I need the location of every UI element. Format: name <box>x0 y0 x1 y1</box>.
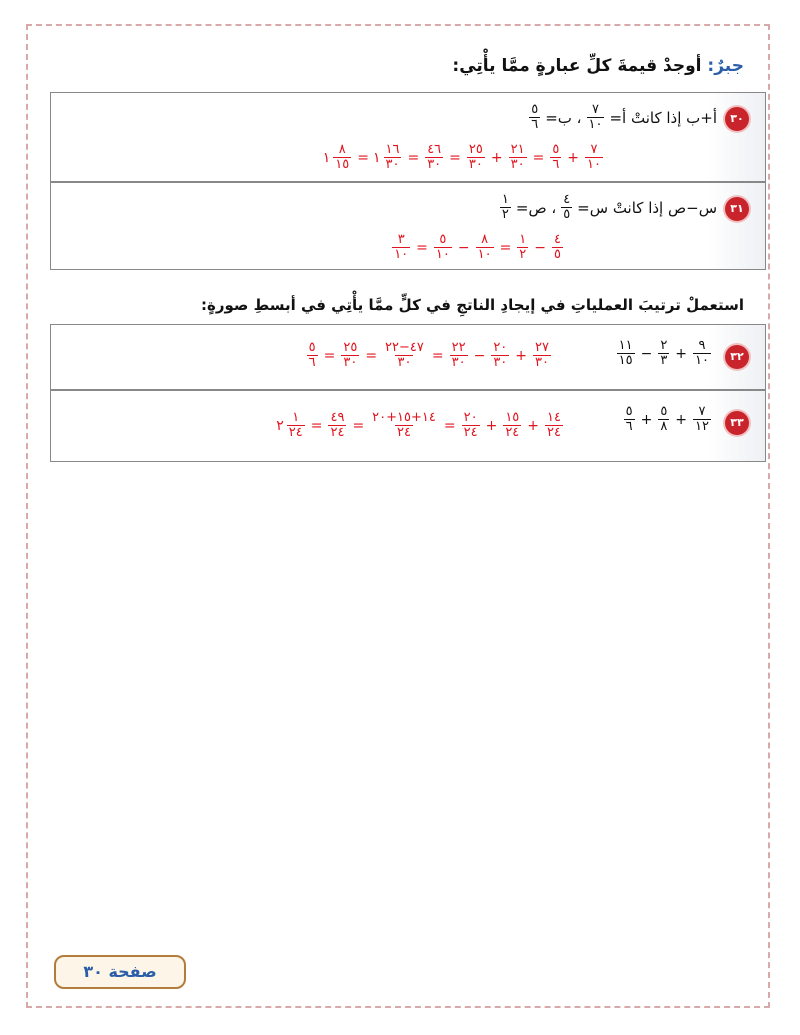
fraction <box>545 411 563 440</box>
question-32-expression <box>615 339 713 368</box>
numerator: ٢٥ <box>343 340 358 355</box>
numerator: ٢٠ <box>463 410 478 425</box>
question-33-answer <box>276 411 565 440</box>
numerator: ٢١ <box>510 142 525 157</box>
operator: = <box>449 149 461 166</box>
denominator: ١٠ <box>695 353 709 368</box>
fraction <box>491 341 509 370</box>
operator: + <box>640 411 653 428</box>
operator: + <box>485 417 498 434</box>
denominator: ٢٤ <box>505 425 520 440</box>
question-30-box <box>50 92 766 182</box>
fraction <box>328 411 346 440</box>
operator: = <box>323 347 336 364</box>
operator: = <box>407 149 420 166</box>
mixed-number <box>323 143 354 172</box>
fraction: $\frac{٧}{١٠}$ <box>588 102 603 132</box>
numerator: ٤٧−٢٢ <box>385 340 424 355</box>
numerator: ٨ <box>481 232 489 247</box>
operator: − <box>534 239 547 256</box>
denominator: ٦ <box>308 355 316 370</box>
numerator: ٥ <box>439 232 447 247</box>
operator: + <box>567 149 580 166</box>
fraction <box>462 411 480 440</box>
denominator: ٣٠ <box>397 355 412 370</box>
fraction <box>476 233 494 262</box>
numerator: ٢ <box>660 338 668 353</box>
denominator: ٣٠ <box>385 157 400 172</box>
denominator: ٦ <box>552 157 560 172</box>
numerator: ١ <box>292 410 300 425</box>
question-31-answer <box>390 233 565 262</box>
denominator: ١٥ <box>335 157 350 172</box>
question-32-box <box>50 324 766 390</box>
numerator: ٥ <box>552 142 560 157</box>
operator: + <box>675 411 688 428</box>
fraction: $\frac{٥}{٦}$ <box>531 102 539 132</box>
operator: + <box>490 149 503 166</box>
numerator: ١٥ <box>505 410 520 425</box>
question-31-mid: ، ص= <box>515 198 557 217</box>
fraction <box>517 233 528 262</box>
fraction <box>693 405 711 434</box>
operator: − <box>457 239 470 256</box>
operator: + <box>527 417 540 434</box>
denominator: ٣٠ <box>510 157 525 172</box>
numerator: ٤٩ <box>330 410 345 425</box>
question-31-prompt <box>498 193 717 222</box>
numerator: ٢٠ <box>493 340 508 355</box>
denominator: ٣٠ <box>427 157 442 172</box>
numerator: ٧ <box>590 142 598 157</box>
numerator: ١٤+١٥+٢٠ <box>372 410 436 425</box>
fraction <box>307 341 318 370</box>
numerator: ٢٧ <box>535 340 549 355</box>
numerator: ١٤ <box>547 410 561 425</box>
operator: + <box>675 345 688 362</box>
operator: = <box>499 239 512 256</box>
fraction <box>658 405 669 434</box>
numerator: ٣ <box>397 232 405 247</box>
numerator: ٧ <box>698 404 706 419</box>
mixed-number <box>276 411 307 440</box>
denominator: ١٠ <box>435 247 450 262</box>
fraction <box>550 143 561 172</box>
operator: = <box>532 149 545 166</box>
fraction <box>658 339 669 368</box>
fraction <box>383 341 426 370</box>
section-heading-algebra <box>452 56 744 76</box>
question-33-expression <box>622 405 713 434</box>
denominator: ١٥ <box>618 353 633 368</box>
denominator: ٣ <box>660 353 668 368</box>
denominator: ٣٠ <box>468 157 483 172</box>
numerator: ٢٥ <box>468 142 483 157</box>
fraction <box>585 143 603 172</box>
fraction <box>467 143 485 172</box>
algebra-instruction: أوجدْ قيمةَ كلِّ عبارةٍ ممَّا يأْتِي: <box>452 56 702 76</box>
fraction <box>333 143 351 172</box>
numerator: ١١ <box>618 338 633 353</box>
numerator: ٥ <box>660 404 668 419</box>
denominator: ٢٤ <box>397 425 412 440</box>
numerator: ٨ <box>338 142 346 157</box>
operator: = <box>310 417 323 434</box>
fraction <box>287 411 305 440</box>
denominator: ١٠ <box>394 247 409 262</box>
section-heading-order-of-operations: استعملْ ترتيبَ العملياتِ في إيجادِ الناتجِ في كلٍّ ممَّا يأْتِي في أبسطِ صورةٍ: <box>201 296 744 314</box>
numerator: ٤ <box>554 232 561 247</box>
question-30-answer <box>323 143 605 172</box>
operator: + <box>515 347 528 364</box>
denominator: ٣٠ <box>493 355 508 370</box>
denominator: ٣٠ <box>343 355 358 370</box>
question-number-badge: ٣٣ <box>725 411 749 435</box>
numerator: ١٦ <box>385 142 400 157</box>
numerator: ٢٢ <box>451 340 466 355</box>
numerator: ٥ <box>308 340 316 355</box>
fraction: $\frac{١}{٢}$ <box>501 192 509 222</box>
page-number-tab: صفحة ٣٠ <box>54 955 186 989</box>
fraction <box>341 341 359 370</box>
denominator: ٥ <box>554 247 561 262</box>
fraction <box>509 143 527 172</box>
denominator: ٢٤ <box>288 425 303 440</box>
question-number-badge: ٣١ <box>725 197 749 221</box>
question-31-text: س−ص إذا كانتْ س= <box>577 198 717 217</box>
numerator: ٩ <box>698 338 706 353</box>
fraction <box>370 411 438 440</box>
question-30-prompt <box>527 103 717 132</box>
question-32-answer <box>305 341 553 370</box>
question-30-text: أ+ب إذا كانتْ أ= <box>609 108 717 127</box>
denominator: ٣٠ <box>535 355 549 370</box>
fraction <box>624 405 635 434</box>
denominator: ٣٠ <box>451 355 466 370</box>
mixed-number <box>373 143 404 172</box>
denominator: ٢ <box>519 247 527 262</box>
fraction: $\frac{٤}{٥}$ <box>563 192 571 222</box>
fraction <box>384 143 402 172</box>
denominator: ٢٤ <box>463 425 478 440</box>
operator: = <box>443 417 456 434</box>
question-31-box <box>50 182 766 270</box>
fraction <box>434 233 452 262</box>
fraction <box>503 411 521 440</box>
operator: = <box>352 417 365 434</box>
question-30-mid: ، ب= <box>545 108 582 127</box>
denominator: ١٠ <box>477 247 492 262</box>
operator: − <box>473 347 486 364</box>
algebra-keyword: جبرٌ: <box>707 56 744 76</box>
denominator: ٦ <box>625 419 633 434</box>
whole-part: ٢ <box>276 417 284 434</box>
fraction <box>552 233 563 262</box>
question-33-box <box>50 390 766 462</box>
whole-part: ١ <box>322 149 331 166</box>
fraction <box>617 339 635 368</box>
denominator: ٨ <box>660 419 668 434</box>
operator: = <box>431 347 444 364</box>
denominator: ٢٤ <box>330 425 345 440</box>
denominator: ١٠ <box>587 157 601 172</box>
fraction <box>392 233 410 262</box>
question-number-badge: ٣٠ <box>725 107 749 131</box>
fraction <box>533 341 551 370</box>
operator: = <box>416 239 428 256</box>
numerator: ٥ <box>625 404 633 419</box>
fraction <box>693 339 711 368</box>
numerator: ١ <box>519 232 527 247</box>
denominator: ١٢ <box>695 419 709 434</box>
denominator: ٢٤ <box>547 425 561 440</box>
question-number-badge: ٣٢ <box>725 345 749 369</box>
operator: = <box>357 149 369 166</box>
operator: = <box>365 347 378 364</box>
numerator: ٤٦ <box>427 142 442 157</box>
fraction <box>450 341 468 370</box>
operator: − <box>640 345 653 362</box>
fraction <box>425 143 443 172</box>
whole-part: ١ <box>372 149 381 166</box>
